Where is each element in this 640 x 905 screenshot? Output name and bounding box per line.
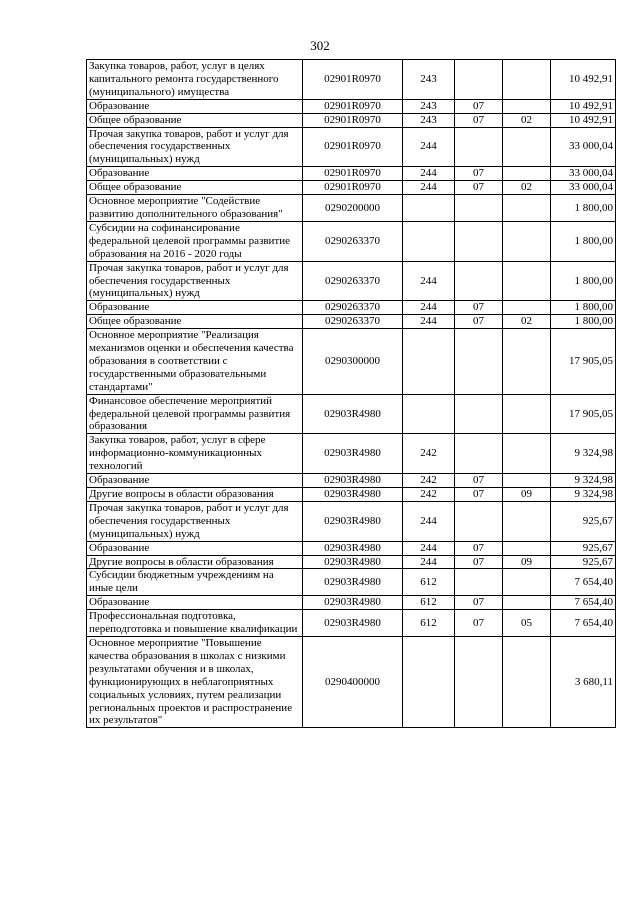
row-pr	[503, 501, 551, 541]
row-amount: 17 905,05	[551, 394, 616, 434]
row-name: Образование	[87, 474, 303, 488]
row-amount: 1 800,00	[551, 301, 616, 315]
row-name: Основное мероприятие "Реализация механизмов оценки и обеспечения качества образования в соответствии с государственными образовательными стандартами"	[87, 329, 303, 395]
row-rz	[455, 394, 503, 434]
row-name: Закупка товаров, работ, услуг в сфере информационно-коммуникационных технологий	[87, 434, 303, 474]
row-code: 02903R4980	[303, 394, 403, 434]
row-name: Образование	[87, 541, 303, 555]
table-row	[87, 488, 616, 502]
row-code: 02901R0970	[303, 127, 403, 167]
row-rz	[455, 127, 503, 167]
row-vr: 242	[403, 474, 455, 488]
row-code: 02903R4980	[303, 596, 403, 610]
row-code: 0290400000	[303, 636, 403, 727]
table-row	[87, 181, 616, 195]
table-row	[87, 434, 616, 474]
table-row	[87, 315, 616, 329]
row-pr	[503, 60, 551, 100]
row-name: Образование	[87, 167, 303, 181]
table-row	[87, 501, 616, 541]
row-code: 02901R0970	[303, 167, 403, 181]
row-name: Образование	[87, 301, 303, 315]
row-code: 02903R4980	[303, 555, 403, 569]
row-amount: 10 492,91	[551, 60, 616, 100]
row-pr: 02	[503, 315, 551, 329]
row-amount: 10 492,91	[551, 113, 616, 127]
row-vr: 243	[403, 113, 455, 127]
row-amount: 10 492,91	[551, 99, 616, 113]
row-rz	[455, 60, 503, 100]
row-vr: 242	[403, 488, 455, 502]
table-row	[87, 301, 616, 315]
row-name: Образование	[87, 99, 303, 113]
row-rz: 07	[455, 181, 503, 195]
row-vr: 244	[403, 555, 455, 569]
row-vr: 244	[403, 127, 455, 167]
table-row	[87, 127, 616, 167]
row-name: Финансовое обеспечение мероприятий федеральной целевой программы развития образования	[87, 394, 303, 434]
row-pr	[503, 474, 551, 488]
row-amount: 33 000,04	[551, 181, 616, 195]
row-pr: 02	[503, 113, 551, 127]
table-row	[87, 541, 616, 555]
row-code: 02901R0970	[303, 60, 403, 100]
row-vr: 244	[403, 301, 455, 315]
row-name: Прочая закупка товаров, работ и услуг для обеспечения государственных (муниципальных) нужд	[87, 261, 303, 301]
row-vr: 243	[403, 60, 455, 100]
row-vr	[403, 636, 455, 727]
row-name: Другие вопросы в области образования	[87, 488, 303, 502]
row-pr	[503, 569, 551, 596]
row-amount: 33 000,04	[551, 127, 616, 167]
table-row	[87, 221, 616, 261]
row-name: Другие вопросы в области образования	[87, 555, 303, 569]
row-name: Профессиональная подготовка, переподготовка и повышение квалификации	[87, 610, 303, 637]
row-rz	[455, 501, 503, 541]
row-code: 02901R0970	[303, 113, 403, 127]
row-amount: 33 000,04	[551, 167, 616, 181]
row-name: Закупка товаров, работ, услуг в целях капитального ремонта государственного (муниципального) имущества	[87, 60, 303, 100]
table-row	[87, 636, 616, 727]
table-row	[87, 113, 616, 127]
row-name: Общее образование	[87, 315, 303, 329]
table-row	[87, 474, 616, 488]
table-row	[87, 610, 616, 637]
row-rz: 07	[455, 596, 503, 610]
row-code: 0290263370	[303, 221, 403, 261]
row-rz: 07	[455, 301, 503, 315]
row-name: Прочая закупка товаров, работ и услуг для обеспечения государственных (муниципальных) нужд	[87, 501, 303, 541]
row-code: 02903R4980	[303, 610, 403, 637]
table-row	[87, 596, 616, 610]
row-pr	[503, 394, 551, 434]
row-rz: 07	[455, 488, 503, 502]
row-code: 02903R4980	[303, 434, 403, 474]
row-rz: 07	[455, 167, 503, 181]
row-pr	[503, 329, 551, 395]
row-rz: 07	[455, 315, 503, 329]
row-rz: 07	[455, 99, 503, 113]
row-vr	[403, 329, 455, 395]
row-code: 0290300000	[303, 329, 403, 395]
table-row	[87, 329, 616, 395]
row-pr	[503, 167, 551, 181]
row-vr	[403, 195, 455, 222]
row-vr: 242	[403, 434, 455, 474]
row-vr: 244	[403, 501, 455, 541]
row-vr: 244	[403, 315, 455, 329]
row-amount: 9 324,98	[551, 434, 616, 474]
row-vr: 244	[403, 541, 455, 555]
row-name: Субсидии на софинансирование федеральной целевой программы развитие образования на 2016 - 2020 годы	[87, 221, 303, 261]
row-amount: 7 654,40	[551, 610, 616, 637]
row-code: 0290263370	[303, 301, 403, 315]
row-vr: 244	[403, 261, 455, 301]
row-pr	[503, 596, 551, 610]
row-rz	[455, 195, 503, 222]
row-vr: 243	[403, 99, 455, 113]
row-amount: 1 800,00	[551, 195, 616, 222]
row-rz	[455, 261, 503, 301]
budget-table	[86, 59, 616, 728]
row-amount: 9 324,98	[551, 474, 616, 488]
row-rz: 07	[455, 113, 503, 127]
row-code: 0290200000	[303, 195, 403, 222]
row-rz: 07	[455, 610, 503, 637]
row-pr: 09	[503, 555, 551, 569]
row-code: 0290263370	[303, 261, 403, 301]
row-pr: 05	[503, 610, 551, 637]
row-pr	[503, 261, 551, 301]
row-vr	[403, 221, 455, 261]
row-vr: 244	[403, 167, 455, 181]
row-pr	[503, 127, 551, 167]
row-code: 0290263370	[303, 315, 403, 329]
row-code: 02903R4980	[303, 501, 403, 541]
row-name: Основное мероприятие "Повышение качества образования в школах с низкими результатами обучения и в школах, функционирующих в неблагоприятных социальных условиях, путем реализации региональных проектов и распространение их результатов"	[87, 636, 303, 727]
row-code: 02903R4980	[303, 488, 403, 502]
row-vr: 612	[403, 569, 455, 596]
row-pr	[503, 195, 551, 222]
row-code: 02901R0970	[303, 181, 403, 195]
row-rz	[455, 434, 503, 474]
row-rz	[455, 329, 503, 395]
row-vr: 612	[403, 610, 455, 637]
row-amount: 1 800,00	[551, 315, 616, 329]
row-amount: 7 654,40	[551, 596, 616, 610]
row-name: Основное мероприятие "Содействие развитию дополнительного образования"	[87, 195, 303, 222]
row-pr	[503, 434, 551, 474]
row-pr	[503, 221, 551, 261]
row-code: 02903R4980	[303, 569, 403, 596]
row-pr	[503, 636, 551, 727]
row-amount: 925,67	[551, 555, 616, 569]
row-rz: 07	[455, 555, 503, 569]
table-row	[87, 167, 616, 181]
row-name: Общее образование	[87, 181, 303, 195]
row-vr	[403, 394, 455, 434]
table-row	[87, 195, 616, 222]
row-pr	[503, 301, 551, 315]
row-pr	[503, 99, 551, 113]
row-name: Прочая закупка товаров, работ и услуг для обеспечения государственных (муниципальных) нужд	[87, 127, 303, 167]
row-code: 02903R4980	[303, 474, 403, 488]
row-name: Общее образование	[87, 113, 303, 127]
row-amount: 7 654,40	[551, 569, 616, 596]
row-code: 02903R4980	[303, 541, 403, 555]
row-amount: 17 905,05	[551, 329, 616, 395]
row-amount: 1 800,00	[551, 221, 616, 261]
row-pr	[503, 541, 551, 555]
row-amount: 3 680,11	[551, 636, 616, 727]
row-amount: 1 800,00	[551, 261, 616, 301]
table-row	[87, 394, 616, 434]
row-amount: 925,67	[551, 501, 616, 541]
row-name: Субсидии бюджетным учреждениям на иные цели	[87, 569, 303, 596]
page-number: 302	[310, 38, 330, 53]
row-rz	[455, 636, 503, 727]
table-row	[87, 555, 616, 569]
table-row	[87, 569, 616, 596]
row-amount: 9 324,98	[551, 488, 616, 502]
row-rz: 07	[455, 541, 503, 555]
row-rz: 07	[455, 474, 503, 488]
table-row	[87, 261, 616, 301]
row-code: 02901R0970	[303, 99, 403, 113]
table-row	[87, 99, 616, 113]
row-pr: 09	[503, 488, 551, 502]
row-amount: 925,67	[551, 541, 616, 555]
row-vr: 612	[403, 596, 455, 610]
row-rz	[455, 221, 503, 261]
row-pr: 02	[503, 181, 551, 195]
row-rz	[455, 569, 503, 596]
row-name: Образование	[87, 596, 303, 610]
table-row	[87, 60, 616, 100]
row-vr: 244	[403, 181, 455, 195]
